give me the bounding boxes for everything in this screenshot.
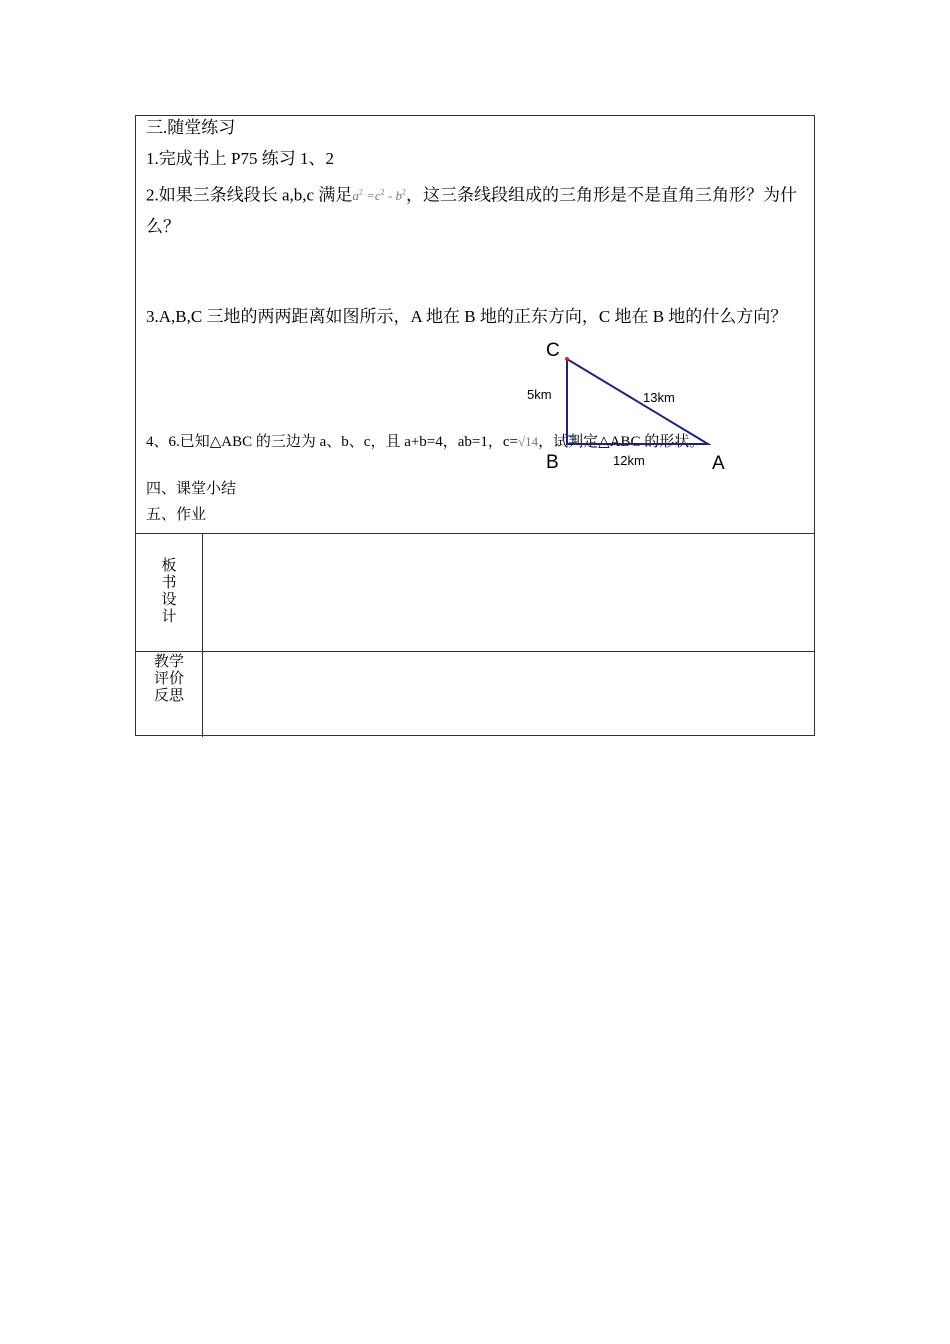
exercise-4: 4、6.已知△ABC 的三边为 a、b、c，且 a+b=4，ab=1，c=√14，试判定△ABC 的形状。 — [146, 434, 705, 450]
sqrt-14: √14 — [518, 434, 539, 449]
board-design-label: 板 书 设 计 — [161, 556, 177, 625]
exercise-1: 1.完成书上 P75 练习 1、2 — [146, 149, 334, 168]
point-c — [565, 357, 569, 361]
section4-summary: 四、课堂小结 — [146, 481, 237, 497]
right-angle-marker — [567, 436, 575, 444]
side-bc-length: 5km — [527, 387, 552, 402]
exercise-2-text-pre: 2.如果三条线段长 a,b,c 满足 — [146, 185, 353, 205]
side-ca-length: 13km — [643, 390, 675, 405]
reflection-label: 教学 评价 反思 — [153, 652, 184, 704]
reflection-content — [203, 652, 814, 735]
triangle-diagram — [516, 336, 756, 476]
board-design-content — [203, 534, 814, 651]
section5-homework: 五、作业 — [146, 507, 207, 523]
exercise-3: 3.A,B,C 三地的两两距离如图所示，A 地在 B 地的正东方向，C 地在 B 地的什么方向？ — [146, 307, 788, 326]
label-c: C — [546, 340, 560, 361]
pythagorean-formula: $a^2 =c^2 - b^2$ — [352, 188, 406, 204]
side-ba-length: 12km — [613, 453, 645, 468]
section3-heading: 三.随堂练习 — [146, 118, 236, 137]
label-b: B — [546, 452, 559, 473]
triangle-shape — [567, 359, 708, 444]
exercise-2-text-post: ，这三条线段组成的三角形是不是直角三角形？为什么？ — [146, 185, 797, 237]
label-a: A — [712, 453, 725, 474]
exercise-2 — [146, 177, 808, 242]
lesson-table — [135, 115, 815, 736]
